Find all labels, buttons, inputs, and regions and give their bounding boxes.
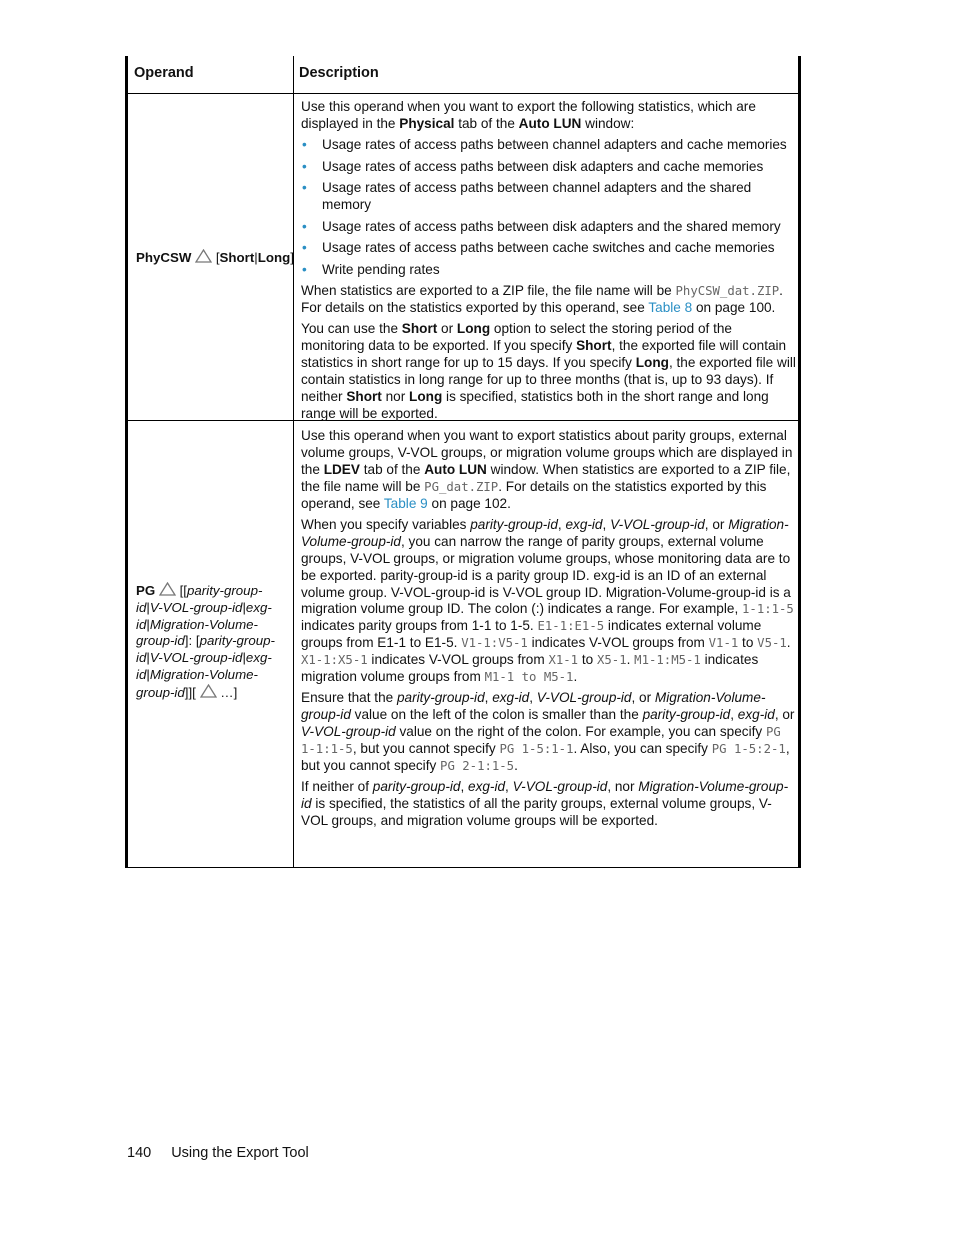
triangle-icon <box>159 582 176 596</box>
operand-table <box>125 56 801 868</box>
statistics-list <box>301 137 797 278</box>
list-item: • Usage rates of access paths between disk adapters and the shared memory <box>302 218 781 234</box>
pg-intro: Use this operand when you want to export statistics about parity groups, external volume groups, V-VOL groups, or migration volume groups which are displayed in the LDEV tab of the Auto LUN window. When statistics are exported to a ZIP file, the file name will be PG_dat.ZIP. For details on the statistics exported by this operand, see Table 9 on page 102. <box>301 428 793 511</box>
table-header-row <box>128 56 798 94</box>
phycsw-zip-paragraph: When statistics are exported to a ZIP file, the file name will be PhyCSW_dat.ZIP. For details on the statistics exported by this operand, see Table 8 on page 100. <box>301 283 783 316</box>
column-divider <box>293 56 294 868</box>
description-pg <box>301 428 797 834</box>
triangle-icon <box>200 684 217 698</box>
pg-order-paragraph: Ensure that the parity-group-id, exg-id, V-VOL-group-id, or Migration-Volume-group-id value on the left of the colon is smaller than the parity-group-id, exg-id, or V-VOL-group-id value on the right of the colon. For example, you can specify PG 1-1:1-5, but you cannot specify PG 1-5:1-1. Also, you can specify PG 1-5:2-1, but you cannot specify PG 2-1:1-5. <box>301 690 795 773</box>
operand-pg: PG [[parity-group-id|V-VOL-group-id|exg-id|Migration-Volume-group-id]: [parity-group-id|V-VOL-group-id|exg-id|Migration-Volume-group-id]][ …] <box>136 583 275 700</box>
phycsw-range-paragraph: You can use the Short or Long option to select the storing period of the monitoring data to be exported. If you specify Short, the exported file will contain statistics in short range for up to 15 days. If you specify Long, the exported file will contain statistics in long range for up to three months (that is, up to 93 days). If neither Short nor Long is specified, statistics both in the short range and long range will be exported. <box>301 321 796 421</box>
list-item: • Write pending rates <box>302 261 440 277</box>
list-item: • Usage rates of access paths between channel adapters and cache memories <box>302 137 787 153</box>
table-bottom-rule <box>128 867 798 868</box>
operand-phycsw: PhyCSW [Short|Long] <box>136 250 294 265</box>
header-description: Description <box>299 65 379 81</box>
page-footer <box>127 1145 309 1161</box>
triangle-icon <box>195 249 212 263</box>
page-number: 140 <box>127 1145 152 1161</box>
chapter-title: Using the Export Tool <box>171 1145 309 1161</box>
header-operand: Operand <box>134 65 194 81</box>
description-phycsw <box>301 99 797 427</box>
list-item: • Usage rates of access paths between channel adapters and the shared memory <box>302 180 752 213</box>
list-item: • Usage rates of access paths between disk adapters and cache memories <box>302 158 764 174</box>
list-item: • Usage rates of access paths between cache switches and cache memories <box>302 240 775 256</box>
table-9-link[interactable]: Table 9 <box>383 495 428 511</box>
table-8-link[interactable]: Table 8 <box>648 300 693 316</box>
pg-variables-paragraph: When you specify variables parity-group-id, exg-id, V-VOL-group-id, or Migration-Volume-group-id, you can narrow the range of parity groups, external volume groups, V-VOL groups, or migration volume groups, whose monitoring data are to be exported. parity-group-id is a parity group ID. exg-id is an ID of an external volume group. V-VOL-group-id is V-VOL group ID. Migration-Volume-group-id is a migration volume group ID. The colon (:) indicates a range. For example, 1-1:1-5 indicates parity groups from 1-1 to 1-5. E1-1:E1-5 indicates external volume groups from E1-1 to E1-5. V1-1:V5-1 indicates V-VOL groups from V1-1 to V5-1. X1-1:X5-1 indicates V-VOL groups from X1-1 to X5-1. M1-1:M5-1 indicates migration volume groups from M1-1 to M5-1. <box>301 516 794 685</box>
phycsw-intro: Use this operand when you want to export the following statistics, which are displayed in the Physical tab of the Auto LUN window: <box>301 99 756 131</box>
pg-default-paragraph: If neither of parity-group-id, exg-id, V-VOL-group-id, nor Migration-Volume-group-id is specified, the statistics of all the parity groups, external volume groups, V-VOL groups, and migration volume groups will be exported. <box>301 779 789 829</box>
